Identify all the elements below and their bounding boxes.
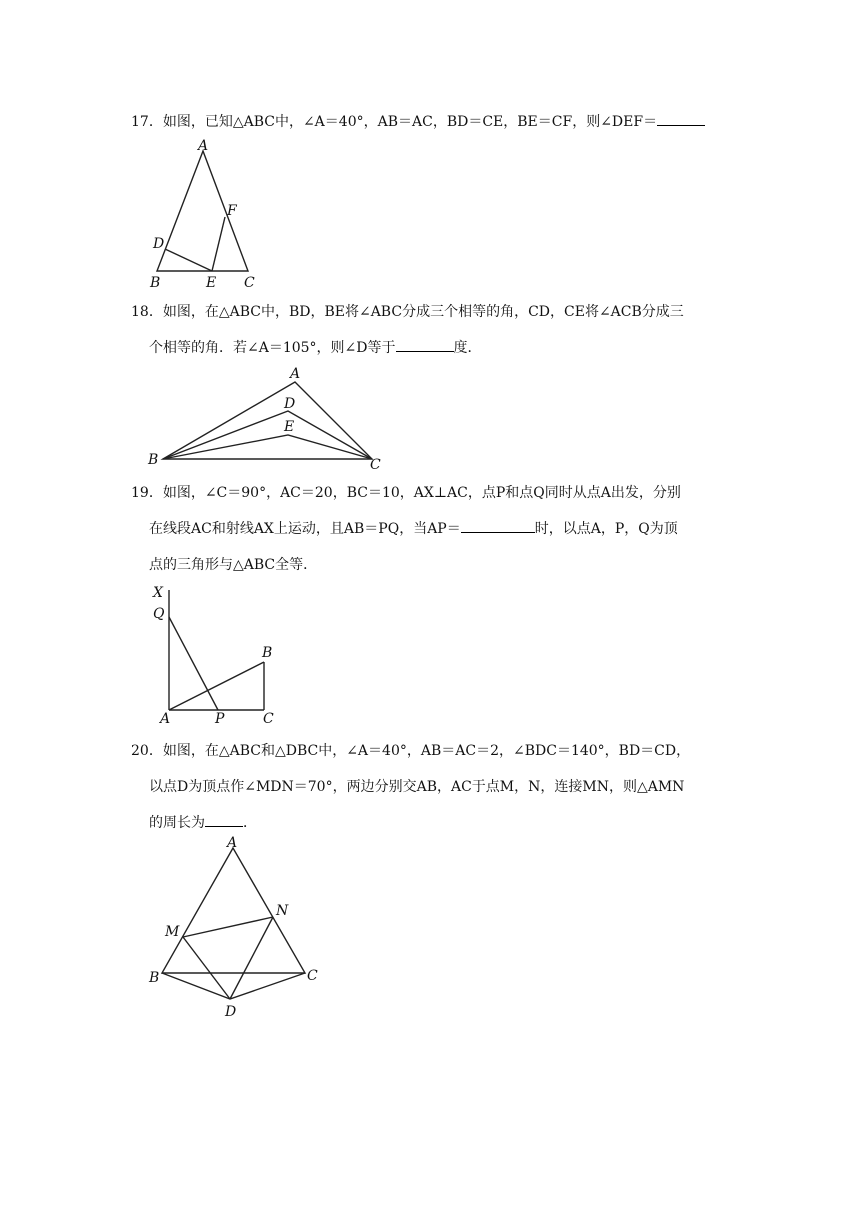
q20-segment-mn xyxy=(183,917,273,937)
q17-label-f: F xyxy=(227,203,237,219)
q19-label-x: X xyxy=(153,585,163,601)
q17-label-d: D xyxy=(153,236,165,252)
q19-label-q: Q xyxy=(153,606,165,622)
q19-segment-ab xyxy=(169,662,264,710)
q18-line2a: 个相等的角．若∠A＝105°，则∠D等于 xyxy=(149,340,396,356)
q18-line1: 18．如图，在△ABC中，BD，BE将∠ABC分成三个相等的角，CD，CE将∠ACB分成三 xyxy=(131,304,684,320)
q17-label-b: B xyxy=(150,275,161,291)
question-17 xyxy=(131,104,731,140)
q17-text: 17．如图，已知△ABC中，∠A＝40°，AB＝AC，BD＝CE，BE＝CF，则∠DEF＝ xyxy=(131,114,658,130)
q20-answer-blank[interactable] xyxy=(205,812,243,827)
question-20 xyxy=(131,733,731,841)
q18-figure xyxy=(145,362,395,474)
q18-label-a: A xyxy=(290,366,301,382)
q20-label-d: D xyxy=(225,1004,237,1020)
q17-label-a: A xyxy=(198,138,209,154)
q17-answer-blank[interactable] xyxy=(657,111,705,126)
q17-figure xyxy=(145,138,265,293)
q20-label-c: C xyxy=(307,968,318,984)
q19-figure xyxy=(145,582,285,727)
q18-label-b: B xyxy=(148,452,159,468)
q20-figure xyxy=(145,833,335,1023)
q19-label-c: C xyxy=(263,711,274,727)
q18-lines-bdc xyxy=(163,411,372,459)
q18-line2b: 度． xyxy=(453,340,482,356)
q20-label-b: B xyxy=(149,970,160,986)
q19-line2b: 时，以点A，P，Q为顶 xyxy=(534,521,678,537)
q20-line3b: ． xyxy=(243,815,257,831)
q19-line1: 19．如图，∠C＝90°，AC＝20，BC＝10，AX⊥AC，点P和点Q同时从点A出发，分别 xyxy=(131,485,681,501)
q17-segment-ef xyxy=(212,217,225,271)
q18-label-c: C xyxy=(370,457,381,473)
q19-line3: 点的三角形与△ABC全等． xyxy=(149,557,318,573)
q18-label-d: D xyxy=(284,396,296,412)
q20-label-m: M xyxy=(165,924,180,940)
q20-label-n: N xyxy=(276,903,289,919)
q20-lines-bdc xyxy=(162,973,305,999)
q20-line2: 以点D为顶点作∠MDN＝70°，两边分别交AB，AC于点M，N，连接MN，则△AMN xyxy=(149,779,685,795)
q18-label-e: E xyxy=(284,419,295,435)
q19-segment-qp xyxy=(169,617,218,710)
question-19 xyxy=(131,475,731,583)
q19-line2a: 在线段AC和射线AX上运动，且AB＝PQ，当AP＝ xyxy=(149,521,461,537)
q19-answer-blank[interactable] xyxy=(461,518,535,533)
q19-label-a: A xyxy=(160,711,171,727)
q20-line3a: 的周长为 xyxy=(149,815,205,831)
q20-line1: 20．如图，在△ABC和△DBC中，∠A＝40°，AB＝AC＝2，∠BDC＝140°，BD＝CD， xyxy=(131,743,691,759)
q19-label-p: P xyxy=(215,711,225,727)
q17-label-c: C xyxy=(244,275,255,291)
q20-label-a: A xyxy=(227,835,238,851)
q17-label-e: E xyxy=(206,275,217,291)
q19-label-b: B xyxy=(262,645,273,661)
q18-answer-blank[interactable] xyxy=(396,337,454,352)
q17-segment-de xyxy=(165,249,212,271)
question-18 xyxy=(131,294,731,366)
